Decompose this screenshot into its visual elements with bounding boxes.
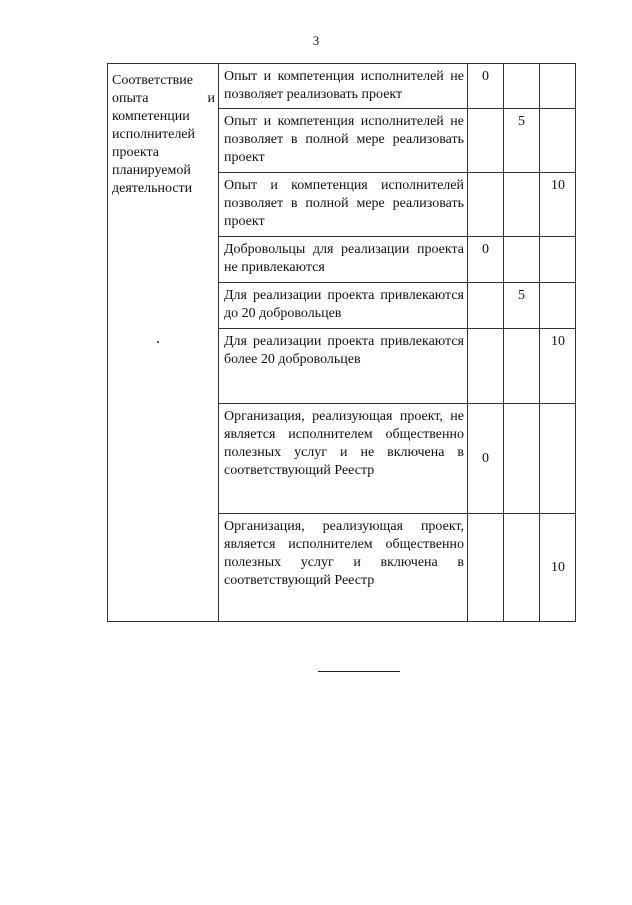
description-cell: Добровольцы для реализации проекта не привлекаются bbox=[219, 237, 468, 283]
score-cell-1 bbox=[468, 514, 504, 622]
score-cell-3 bbox=[540, 283, 576, 329]
score-cell-3 bbox=[540, 329, 576, 404]
score-value: 10 bbox=[551, 334, 565, 349]
score-value: 0 bbox=[482, 450, 489, 466]
score-cell-1 bbox=[468, 64, 504, 109]
score-cell-3 bbox=[540, 173, 576, 237]
description-cell: Для реализации проекта привлекаются более 20 добровольцев bbox=[219, 329, 468, 404]
score-cell-1 bbox=[468, 329, 504, 404]
score-cell-1 bbox=[468, 283, 504, 329]
score-value: 5 bbox=[518, 288, 525, 303]
criterion-cell: Соответствие опыта и компетенции исполнителей проекта планируемой деятельности bbox=[108, 64, 219, 622]
score-cell-1 bbox=[468, 404, 504, 514]
scan-speck bbox=[157, 341, 159, 343]
score-value bbox=[468, 109, 503, 113]
score-cell-3 bbox=[540, 109, 576, 173]
score-value: 10 bbox=[551, 559, 565, 575]
page-number: 3 bbox=[312, 33, 320, 48]
description-cell: Для реализации проекта привлекаются до 20 добровольцев bbox=[219, 283, 468, 329]
description-cell: Опыт и компетенция исполнителей не позволяет реализовать проект bbox=[219, 64, 468, 109]
score-value bbox=[504, 329, 539, 333]
score-cell-2 bbox=[504, 329, 540, 404]
score-value bbox=[468, 329, 503, 333]
score-value bbox=[504, 237, 539, 241]
score-value bbox=[468, 173, 503, 177]
description-cell: Организация, реализующая проект, не является исполнителем общественно полезных услуг и не включена в соответствующий Реестр bbox=[219, 404, 468, 514]
score-value bbox=[468, 283, 503, 287]
description-cell: Опыт и компетенция исполнителей позволяет в полной мере реализовать проект bbox=[219, 173, 468, 237]
score-cell-2 bbox=[504, 64, 540, 109]
score-value bbox=[540, 109, 575, 113]
table-row bbox=[108, 64, 576, 109]
score-cell-2 bbox=[504, 283, 540, 329]
score-cell-3 bbox=[540, 514, 576, 622]
score-value bbox=[540, 283, 575, 287]
closing-rule bbox=[318, 671, 400, 672]
score-value: 10 bbox=[551, 178, 565, 193]
score-cell-1 bbox=[468, 237, 504, 283]
description-cell: Организация, реализующая проект, является исполнителем общественно полезных услуг и включена в соответствующий Реестр bbox=[219, 514, 468, 622]
score-cell-3 bbox=[540, 404, 576, 514]
score-cell-2 bbox=[504, 514, 540, 622]
score-cell-2 bbox=[504, 404, 540, 514]
criteria-table bbox=[107, 63, 576, 622]
score-cell-1 bbox=[468, 109, 504, 173]
score-value bbox=[504, 173, 539, 177]
score-cell-2 bbox=[504, 173, 540, 237]
score-cell-3 bbox=[540, 64, 576, 109]
score-value bbox=[504, 64, 539, 68]
score-value: 5 bbox=[518, 114, 525, 129]
score-value bbox=[540, 237, 575, 241]
score-value: 0 bbox=[482, 69, 489, 84]
description-cell: Опыт и компетенция исполнителей не позволяет в полной мере реализовать проект bbox=[219, 109, 468, 173]
score-cell-2 bbox=[504, 109, 540, 173]
score-value bbox=[540, 64, 575, 68]
score-value: 0 bbox=[482, 242, 489, 257]
score-cell-3 bbox=[540, 237, 576, 283]
score-cell-2 bbox=[504, 237, 540, 283]
score-cell-1 bbox=[468, 173, 504, 237]
